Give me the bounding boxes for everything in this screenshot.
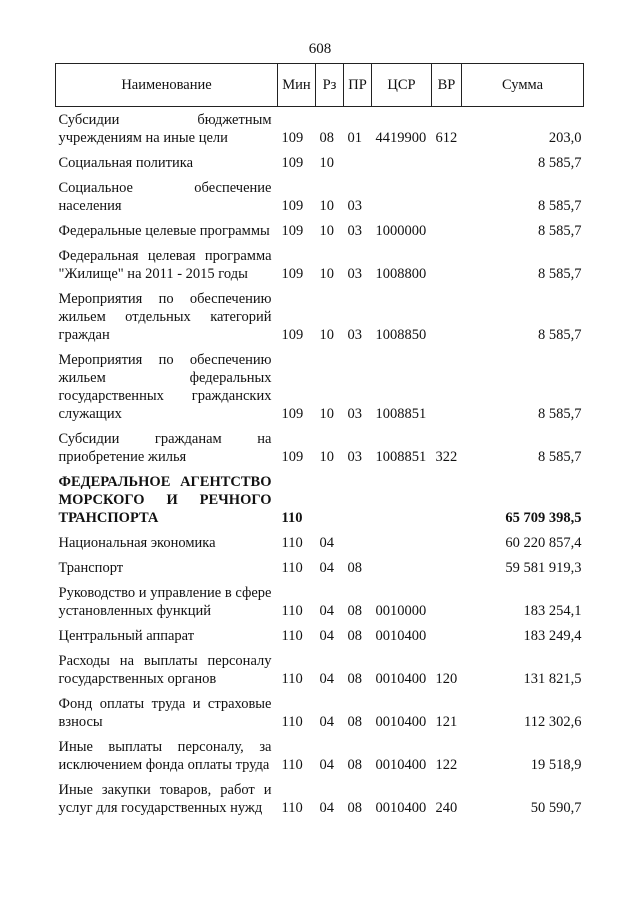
cell-sum: 8 585,7 — [538, 223, 582, 239]
cell-pr: 03 — [347, 327, 362, 343]
cell-pr: 08 — [347, 757, 362, 773]
cell-name: Субсидии бюджетным учреждениям на иные цели — [58, 112, 272, 146]
cell-vr — [432, 286, 462, 347]
cell-min: 109 — [281, 198, 304, 214]
cell-min: 110 — [281, 800, 303, 816]
cell-rz: 10 — [319, 327, 334, 343]
cell-sum: 112 302,6 — [524, 714, 582, 730]
table-row — [56, 734, 584, 777]
cell-min: 110 — [281, 757, 303, 773]
cell-csr: 1000000 — [375, 223, 427, 239]
header-csr: ЦСР — [372, 64, 432, 107]
cell-rz: 08 — [319, 130, 334, 146]
cell-rz: 04 — [319, 714, 334, 730]
cell-pr — [344, 469, 372, 530]
cell-min: 110 — [281, 671, 303, 687]
cell-name: Субсидии гражданам на приобретение жилья — [58, 431, 272, 465]
cell-vr — [432, 469, 462, 530]
cell-pr: 03 — [347, 223, 362, 239]
cell-sum: 183 254,1 — [523, 603, 582, 619]
cell-sum: 50 590,7 — [530, 800, 582, 816]
cell-min: 110 — [281, 603, 303, 619]
cell-min: 109 — [281, 266, 304, 282]
cell-pr: 08 — [347, 800, 362, 816]
table-row — [56, 426, 584, 469]
table-row — [56, 218, 584, 243]
cell-sum: 183 249,4 — [523, 628, 582, 644]
cell-min: 109 — [281, 406, 304, 422]
cell-csr: 0010400 — [375, 757, 427, 773]
cell-rz: 04 — [319, 560, 334, 576]
table-row — [56, 107, 584, 151]
cell-min: 109 — [281, 327, 304, 343]
table-row — [56, 777, 584, 820]
cell-min: 110 — [281, 535, 303, 551]
table-row — [56, 555, 584, 580]
table-row — [56, 648, 584, 691]
cell-csr — [372, 555, 432, 580]
cell-vr — [432, 243, 462, 286]
cell-pr: 03 — [347, 198, 362, 214]
cell-csr: 1008851 — [375, 449, 427, 465]
cell-vr: 121 — [435, 714, 458, 730]
cell-csr: 0010400 — [375, 800, 427, 816]
cell-rz: 04 — [319, 671, 334, 687]
cell-csr: 1008800 — [375, 266, 427, 282]
cell-sum: 65 709 398,5 — [505, 510, 582, 526]
cell-pr: 03 — [347, 406, 362, 422]
cell-sum: 8 585,7 — [538, 406, 582, 422]
table-row — [56, 175, 584, 218]
cell-pr — [344, 150, 372, 175]
cell-pr: 03 — [347, 449, 362, 465]
cell-vr: 240 — [435, 800, 458, 816]
cell-pr: 03 — [347, 266, 362, 282]
cell-vr — [432, 175, 462, 218]
table-row — [56, 469, 584, 530]
cell-rz: 04 — [319, 628, 334, 644]
cell-rz: 04 — [319, 757, 334, 773]
header-min: Мин — [278, 64, 316, 107]
cell-min: 110 — [281, 714, 303, 730]
cell-sum: 59 581 919,3 — [505, 560, 582, 576]
cell-min: 109 — [281, 130, 304, 146]
cell-rz: 10 — [319, 198, 334, 214]
cell-sum: 203,0 — [548, 130, 582, 146]
cell-vr: 120 — [435, 671, 458, 687]
table-row — [56, 691, 584, 734]
cell-rz: 04 — [319, 535, 334, 551]
cell-vr: 612 — [435, 130, 458, 146]
cell-rz: 10 — [319, 155, 334, 171]
cell-rz: 10 — [319, 223, 334, 239]
cell-vr — [432, 580, 462, 623]
cell-pr: 08 — [347, 560, 362, 576]
cell-rz: 10 — [319, 266, 334, 282]
cell-name: Расходы на выплаты персоналу государственных органов — [58, 653, 272, 687]
cell-name: ФЕДЕРАЛЬНОЕ АГЕНТСТВО МОРСКОГО И РЕЧНОГО ТРАНСПОРТА — [58, 474, 272, 526]
cell-sum: 8 585,7 — [538, 155, 582, 171]
cell-csr: 0010400 — [375, 714, 427, 730]
cell-name: Национальная экономика — [58, 535, 216, 551]
cell-min: 109 — [281, 223, 304, 239]
cell-name: Иные закупки товаров, работ и услуг для государственных нужд — [58, 782, 272, 816]
table-row — [56, 347, 584, 426]
cell-min: 109 — [281, 155, 304, 171]
cell-pr: 01 — [347, 130, 362, 146]
table-header — [56, 64, 584, 107]
cell-vr — [432, 623, 462, 648]
cell-pr: 08 — [347, 671, 362, 687]
cell-name: Федеральная целевая программа "Жилище" на 2011 - 2015 годы — [58, 248, 272, 282]
cell-csr: 4419900 — [375, 130, 427, 146]
cell-rz: 10 — [319, 406, 334, 422]
header-sum: Сумма — [462, 64, 584, 107]
table-row — [56, 243, 584, 286]
cell-csr: 1008850 — [375, 327, 427, 343]
cell-vr: 322 — [435, 449, 458, 465]
cell-csr — [372, 175, 432, 218]
cell-sum: 131 821,5 — [523, 671, 582, 687]
cell-sum: 8 585,7 — [538, 327, 582, 343]
cell-name: Иные выплаты персоналу, за исключением фонда оплаты труда — [58, 739, 272, 773]
cell-csr — [372, 530, 432, 555]
cell-pr: 08 — [347, 628, 362, 644]
cell-rz — [316, 469, 344, 530]
cell-vr — [432, 555, 462, 580]
cell-min: 110 — [281, 560, 303, 576]
table-row — [56, 580, 584, 623]
table-row — [56, 623, 584, 648]
cell-csr: 0010400 — [375, 628, 427, 644]
cell-min: 110 — [281, 628, 303, 644]
header-name: Наименование — [56, 64, 278, 107]
cell-pr: 08 — [347, 603, 362, 619]
cell-vr — [432, 347, 462, 426]
header-vr: ВР — [432, 64, 462, 107]
cell-pr — [344, 530, 372, 555]
cell-name: Центральный аппарат — [58, 628, 195, 644]
cell-csr: 0010000 — [375, 603, 427, 619]
header-pr: ПР — [344, 64, 372, 107]
cell-sum: 8 585,7 — [538, 198, 582, 214]
cell-sum: 19 518,9 — [530, 757, 582, 773]
cell-name: Фонд оплаты труда и страховые взносы — [58, 696, 272, 730]
cell-rz: 04 — [319, 603, 334, 619]
table-row — [56, 150, 584, 175]
page-number: 608 — [308, 41, 332, 57]
cell-rz: 04 — [319, 800, 334, 816]
cell-min: 110 — [281, 510, 303, 526]
cell-csr: 1008851 — [375, 406, 427, 422]
cell-name: Социальное обеспечение населения — [58, 180, 272, 214]
header-rz: Рз — [316, 64, 344, 107]
cell-vr — [432, 218, 462, 243]
cell-csr: 0010400 — [375, 671, 427, 687]
cell-sum: 8 585,7 — [538, 449, 582, 465]
cell-sum: 60 220 857,4 — [505, 535, 582, 551]
cell-pr: 08 — [347, 714, 362, 730]
cell-vr: 122 — [435, 757, 458, 773]
table-row — [56, 530, 584, 555]
table-body — [56, 107, 584, 821]
cell-name: Социальная политика — [58, 155, 194, 171]
cell-name: Руководство и управление в сфере установленных функций — [58, 585, 272, 619]
cell-csr — [372, 150, 432, 175]
cell-name: Транспорт — [58, 560, 124, 576]
budget-table — [55, 63, 584, 820]
cell-name: Мероприятия по обеспечению жильем федеральных государственных гражданских служащих — [58, 352, 272, 422]
cell-csr — [372, 469, 432, 530]
cell-name: Мероприятия по обеспечению жильем отдельных категорий граждан — [58, 291, 272, 343]
cell-rz: 10 — [319, 449, 334, 465]
cell-sum: 8 585,7 — [538, 266, 582, 282]
table-row — [56, 286, 584, 347]
cell-min: 109 — [281, 449, 304, 465]
cell-vr — [432, 150, 462, 175]
cell-vr — [432, 530, 462, 555]
cell-name: Федеральные целевые программы — [58, 223, 270, 239]
